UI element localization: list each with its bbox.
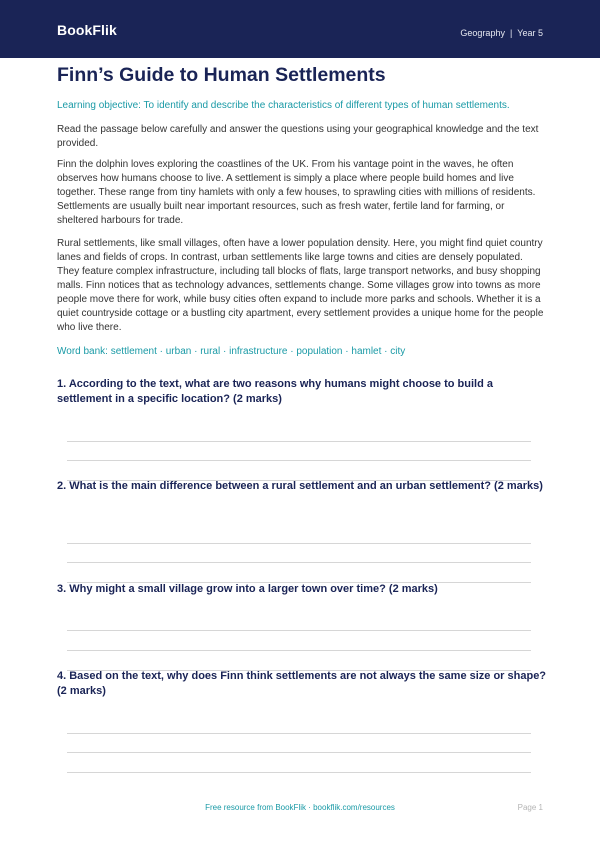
footer-credit: Free resource from BookFlik · bookflik.com/resources	[205, 803, 395, 812]
answer-line-4b[interactable]	[67, 752, 531, 753]
answer-line-3a[interactable]	[67, 630, 531, 631]
question-2: 2. What is the main difference between a rural settlement and an urban settlement? (2 marks)	[57, 480, 543, 492]
instructions-text: Read the passage below carefully and answer the questions using your geographical knowledge and the text provided.	[57, 124, 539, 149]
subject-label: Geography	[460, 28, 505, 38]
passage-paragraph-1: Finn the dolphin loves exploring the coastlines of the UK. From his vantage point in the waves, he often observes how humans choose to live. A settlement is simply a place where people build homes and live together. These range from tiny hamlets with only a few houses, to sprawling cities with millions of residents. Settlements are usually built near important resources, such as fresh water, fertile land for farming, or sheltered harbours for trade.	[57, 159, 536, 226]
word-bank: Word bank: settlement · urban · rural · infrastructure · population · hamlet · city	[57, 346, 406, 357]
page-number: Page 1	[517, 803, 543, 812]
meta-separator: |	[509, 28, 513, 38]
question-4: 4. Based on the text, why does Finn think settlements are not always the same size or shape? (2 marks)	[57, 670, 547, 697]
answer-line-1a[interactable]	[67, 441, 531, 442]
year-label: Year 5	[517, 28, 543, 38]
brand-logo: BookFlik	[57, 22, 117, 38]
passage-paragraph-2: Rural settlements, like small villages, often have a lower population density. Here, you might find quiet country lanes and fields of crops. In contrast, urban settlements like large towns and cities are densely populated. They feature complex infrastructure, including tall blocks of flats, large transport networks, and busy shopping malls. Finn notices that as technology advances, settlements change. Some villages grow into towns as more people move there for work, while busy cities often expand to include more parks and schools. Whether it is a quiet countryside cottage or a bustling city apartment, every settlement provides a unique home for the people who live there.	[57, 238, 544, 333]
page-title: Finn’s Guide to Human Settlements	[57, 64, 386, 86]
question-1: 1. According to the text, what are two reasons why humans might choose to build a settlement in a specific location? (2 marks)	[57, 378, 493, 405]
answer-line-2a[interactable]	[67, 543, 531, 544]
answer-line-4c[interactable]	[67, 772, 531, 773]
question-3: 3. Why might a small village grow into a larger town over time? (2 marks)	[57, 583, 438, 595]
page-header	[0, 0, 600, 58]
answer-line-3b[interactable]	[67, 650, 531, 651]
learning-objective: Learning objective: To identify and describe the characteristics of different types of human settlements.	[57, 100, 510, 111]
answer-line-4a[interactable]	[67, 733, 531, 734]
answer-line-2b[interactable]	[67, 562, 531, 563]
answer-line-1b[interactable]	[67, 460, 531, 461]
subject-year-label	[460, 28, 543, 38]
